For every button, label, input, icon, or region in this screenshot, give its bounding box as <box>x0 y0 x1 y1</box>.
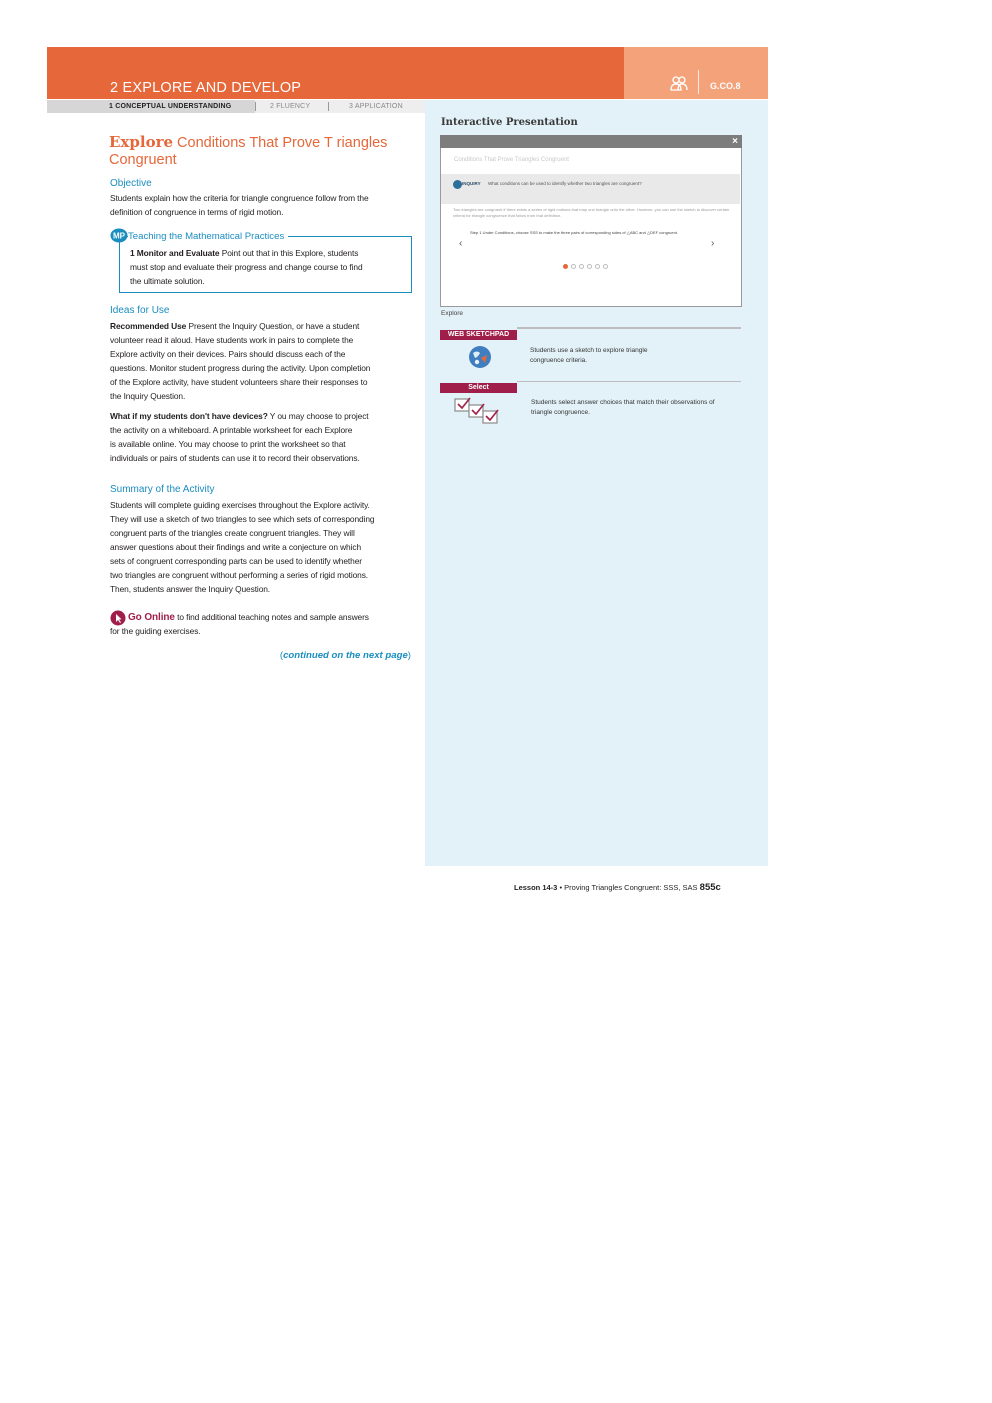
explore-title <box>109 134 409 169</box>
lesson-title: Proving Triangles Congruent: SSS, SAS <box>564 883 700 892</box>
carousel-dot[interactable] <box>603 264 608 269</box>
presentation-inner-title: Conditions That Prove Triangles Congruent <box>454 157 569 163</box>
page-footer: Lesson 14-3 • Proving Triangles Congruent: SSS, SAS 855c <box>514 882 721 893</box>
explore-title-bold: Explore <box>109 133 174 151</box>
continued-note: (continued on the next page) <box>279 650 411 661</box>
paragraph-line: Explore activity on their devices. Pairs should discuss each of the <box>110 349 346 359</box>
mp-line: Point out that in this Explore, students <box>219 248 359 258</box>
objective-line: definition of congruence in terms of rigid motion. <box>110 207 284 217</box>
mp-badge-icon <box>110 228 128 243</box>
inquiry-icon <box>453 180 462 189</box>
paragraph-line: congruent parts of the triangles create congruent triangles. They will <box>110 528 355 538</box>
mp-badge-label: MP <box>113 231 125 241</box>
chevron-left-icon[interactable]: ‹ <box>459 238 463 249</box>
header-divider <box>698 70 699 94</box>
interactive-presentation-title: Interactive Presentation <box>441 117 578 128</box>
objective-text <box>110 191 412 219</box>
summary-heading: Summary of the Activity <box>110 484 215 495</box>
tool-description: Students use a sketch to explore triangle congruence criteria. <box>530 347 648 364</box>
continued-link[interactable]: continued on the next page <box>283 650 408 661</box>
paragraph-line: of the Explore activity, have student volunteers share their responses to <box>110 377 368 387</box>
presentation-step: Step 1 Under Conditions, choose SSS to make the three pairs of corresponding sides of △ABC and △DEF congruent. <box>470 230 679 235</box>
select-badge: Select <box>440 383 517 393</box>
divider <box>517 327 741 329</box>
paragraph-line: two triangles are congruent without performing a series of rigid motions. <box>110 570 369 580</box>
chevron-right-icon[interactable]: › <box>711 238 715 249</box>
standards-band <box>624 47 768 99</box>
group-work-icon <box>670 75 688 91</box>
tabs-row <box>47 100 425 113</box>
carousel-dot[interactable] <box>595 264 600 269</box>
paragraph-line: to find additional teaching notes and sample answers <box>174 612 369 622</box>
ideas-heading: Ideas for Use <box>110 305 170 316</box>
presentation-description: Two triangles are congruent if there exists a series of rigid motions that map one triangle onto the other. However, you can use the sketch to discover certain criteria for triangle congruence that follow from that definition. <box>453 207 730 218</box>
tab-application[interactable]: 3 APPLICATION <box>349 103 403 110</box>
mp-bold: 1 Monitor and Evaluate <box>130 248 220 258</box>
mp-heading: Teaching the Mathematical Practices <box>128 231 288 242</box>
lesson-number: Lesson 14-3 <box>514 883 558 892</box>
web-sketchpad-badge: WEB SKETCHPAD <box>440 330 517 340</box>
globe-sketch-icon <box>468 345 492 369</box>
paragraph-line: questions. Monitor student progress during the activity. Upon completion <box>110 363 371 373</box>
objective-line: Students explain how the criteria for triangle congruence follow from the <box>110 193 369 203</box>
presentation-topbar <box>440 135 742 148</box>
paragraph-line: volunteer read it aloud. Have students work in pairs to complete the <box>110 335 354 345</box>
close-icon[interactable]: × <box>732 136 738 147</box>
paragraph-line: the Inquiry Question. <box>110 391 186 401</box>
paragraph-line: They will use a sketch of two triangles to see which sets of corresponding <box>110 514 375 524</box>
mp-line: must stop and evaluate their progress and change course to find <box>130 262 363 272</box>
checkbox-select-icon <box>454 397 500 427</box>
paragraph-line: Y ou may choose to project <box>267 411 369 421</box>
go-online-paragraph <box>128 610 413 625</box>
tool-description: Students select answer choices that match their observations of triangle congruence. <box>531 399 715 416</box>
divider <box>517 381 741 382</box>
inquiry-band <box>441 174 740 204</box>
paragraph-line: sets of congruent corresponding parts can be used to identify whether <box>110 556 362 566</box>
explore-title-text: Conditions That Prove T riangles Congruent <box>109 135 388 168</box>
paragraph-line: the activity on a whiteboard. A printable worksheet for each Explore <box>110 425 353 435</box>
carousel-dot-active[interactable] <box>563 264 568 269</box>
section-title: 2 EXPLORE AND DEVELOP <box>110 80 302 96</box>
paragraph-line: answer questions about their findings and write a conjecture on which <box>110 542 362 552</box>
carousel-dot[interactable] <box>571 264 576 269</box>
mp-text <box>130 246 408 288</box>
go-online-line2: for the guiding exercises. <box>110 626 201 636</box>
tab-conceptual-understanding[interactable]: 1 CONCEPTUAL UNDERSTANDING <box>109 103 232 110</box>
go-online-link[interactable]: Go Online <box>128 612 175 623</box>
paragraph-line: individuals or pairs of students can use it to record their observations. <box>110 453 360 463</box>
paragraph-line: Then, students answer the Inquiry Question. <box>110 584 271 594</box>
tab-separator <box>255 102 256 111</box>
paragraph-line: is available online. You may choose to print the worksheet so that <box>110 439 346 449</box>
inquiry-question: What conditions can be used to identify whether two triangles are congruent? <box>488 181 642 186</box>
devices-question: What if my students don't have devices? <box>110 411 268 421</box>
screenshot-caption: Explore <box>441 310 464 317</box>
mp-line: the ultimate solution. <box>130 276 205 286</box>
page-number: 855c <box>699 882 721 893</box>
recommended-use-label: Recommended Use <box>110 321 187 331</box>
carousel-dot[interactable] <box>587 264 592 269</box>
carousel-dot[interactable] <box>579 264 584 269</box>
inquiry-label: INQUIRY <box>462 181 481 186</box>
devices-paragraph <box>110 409 412 465</box>
objective-heading: Objective <box>110 178 152 189</box>
summary-paragraph <box>110 498 412 596</box>
paragraph-line: Present the Inquiry Question, or have a student <box>186 321 360 331</box>
standard-code: G.CO.8 <box>710 81 741 91</box>
tab-fluency[interactable]: 2 FLUENCY <box>270 103 311 110</box>
tab-separator <box>328 102 329 111</box>
recommended-use-paragraph <box>110 319 412 403</box>
paragraph-line: Students will complete guiding exercises throughout the Explore activity. <box>110 500 370 510</box>
